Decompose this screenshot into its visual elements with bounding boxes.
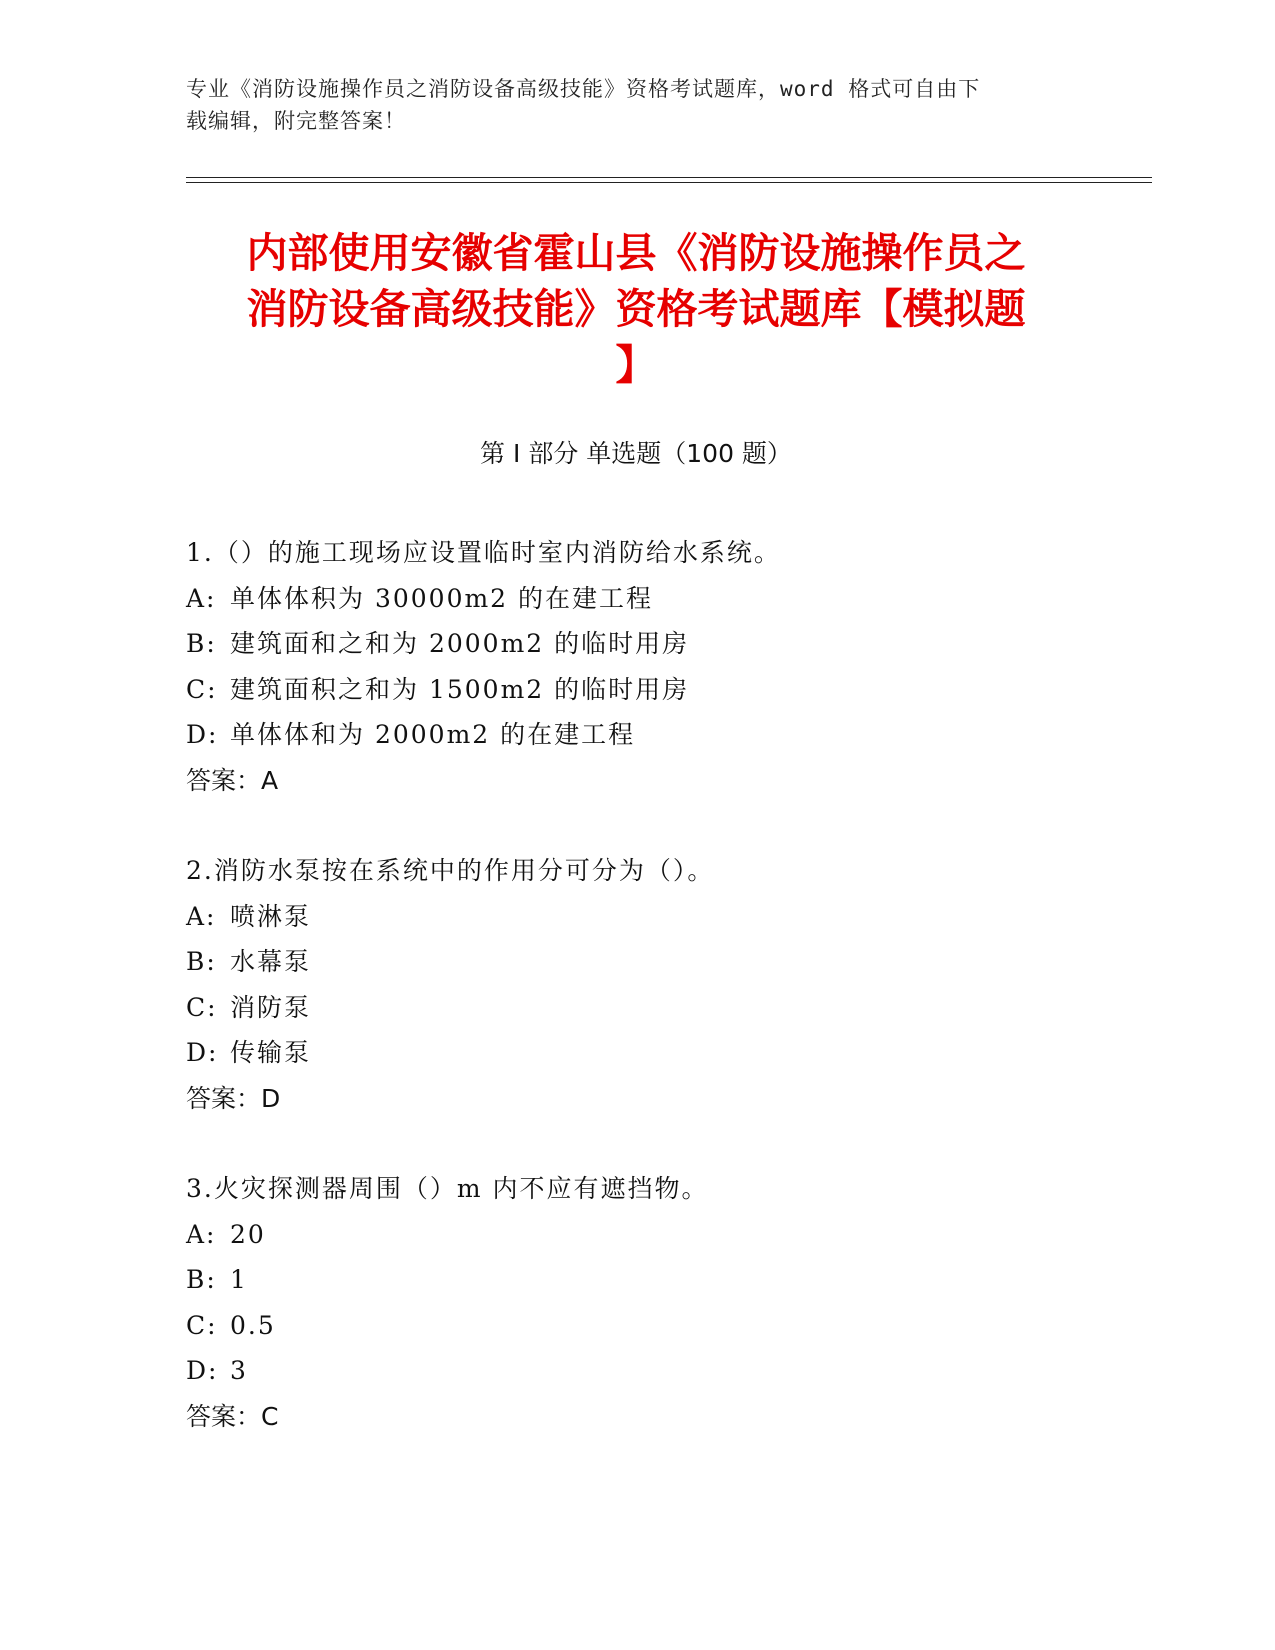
option-key: A: bbox=[186, 901, 217, 931]
option-text: 建筑面和之和为 2000m2 的临时用房 bbox=[230, 629, 690, 658]
option-text: 建筑面积之和为 1500m2 的临时用房 bbox=[230, 674, 690, 704]
intro-line-1: 专业《消防设施操作员之消防设备高级技能》资格考试题库，word 格式可自由下 bbox=[186, 77, 981, 101]
document-title bbox=[186, 225, 1086, 393]
question-1 bbox=[186, 530, 1086, 804]
option-key: B: bbox=[186, 1265, 217, 1294]
option-a bbox=[186, 1212, 1086, 1258]
option-b bbox=[186, 1257, 1086, 1303]
question-3 bbox=[186, 1166, 1086, 1440]
option-text: 消防泵 bbox=[230, 992, 312, 1022]
option-d bbox=[186, 1348, 1086, 1394]
option-text: 单体体积为 30000m2 的在建工程 bbox=[230, 583, 654, 613]
option-d bbox=[186, 1030, 1086, 1076]
option-c bbox=[186, 667, 1086, 713]
option-key: D: bbox=[186, 720, 219, 749]
question-2 bbox=[186, 848, 1086, 1122]
title-line-1: 内部使用安徽省霍山县《消防设施操作员之 bbox=[246, 229, 1026, 277]
option-text: 0.5 bbox=[230, 1310, 276, 1340]
option-b bbox=[186, 939, 1086, 985]
option-a bbox=[186, 576, 1086, 622]
option-c bbox=[186, 985, 1086, 1031]
option-text: 喷淋泵 bbox=[230, 901, 312, 931]
option-b bbox=[186, 621, 1086, 667]
section-title: 第 I 部分 单选题（100 题） bbox=[480, 439, 792, 468]
header-divider-top bbox=[186, 177, 1152, 178]
title-line-3: 】 bbox=[615, 341, 657, 389]
option-key: A: bbox=[186, 1219, 217, 1249]
option-key: D: bbox=[186, 1356, 219, 1385]
option-text: 20 bbox=[230, 1219, 266, 1249]
option-d bbox=[186, 712, 1086, 758]
option-key: C: bbox=[186, 1310, 218, 1340]
option-text: 水幕泵 bbox=[230, 947, 312, 976]
header-divider-bottom bbox=[186, 182, 1152, 183]
answer-line: 答案：D bbox=[186, 1083, 281, 1113]
intro-line-2: 载编辑，附完整答案！ bbox=[186, 109, 406, 133]
answer-line: 答案：A bbox=[186, 765, 279, 795]
title-line-2: 消防设备高级技能》资格考试题库【模拟题 bbox=[246, 285, 1026, 333]
option-text: 传输泵 bbox=[230, 1038, 312, 1067]
option-text: 3 bbox=[230, 1356, 248, 1385]
option-c bbox=[186, 1303, 1086, 1349]
question-stem: 1.（）的施工现场应设置临时室内消防给水系统。 bbox=[186, 538, 781, 567]
option-a bbox=[186, 894, 1086, 940]
question-stem: 3.火灾探测器周围（）m 内不应有遮挡物。 bbox=[186, 1174, 709, 1203]
question-stem: 2.消防水泵按在系统中的作用分可分为（）。 bbox=[186, 856, 715, 885]
option-key: A: bbox=[186, 583, 217, 613]
option-key: B: bbox=[186, 947, 217, 976]
option-key: C: bbox=[186, 992, 218, 1022]
option-key: C: bbox=[186, 674, 218, 704]
option-text: 1 bbox=[230, 1265, 248, 1294]
header-intro bbox=[186, 73, 1066, 137]
option-key: B: bbox=[186, 629, 217, 658]
option-key: D: bbox=[186, 1038, 219, 1067]
option-text: 单体体和为 2000m2 的在建工程 bbox=[230, 720, 636, 749]
answer-line: 答案：C bbox=[186, 1401, 279, 1431]
